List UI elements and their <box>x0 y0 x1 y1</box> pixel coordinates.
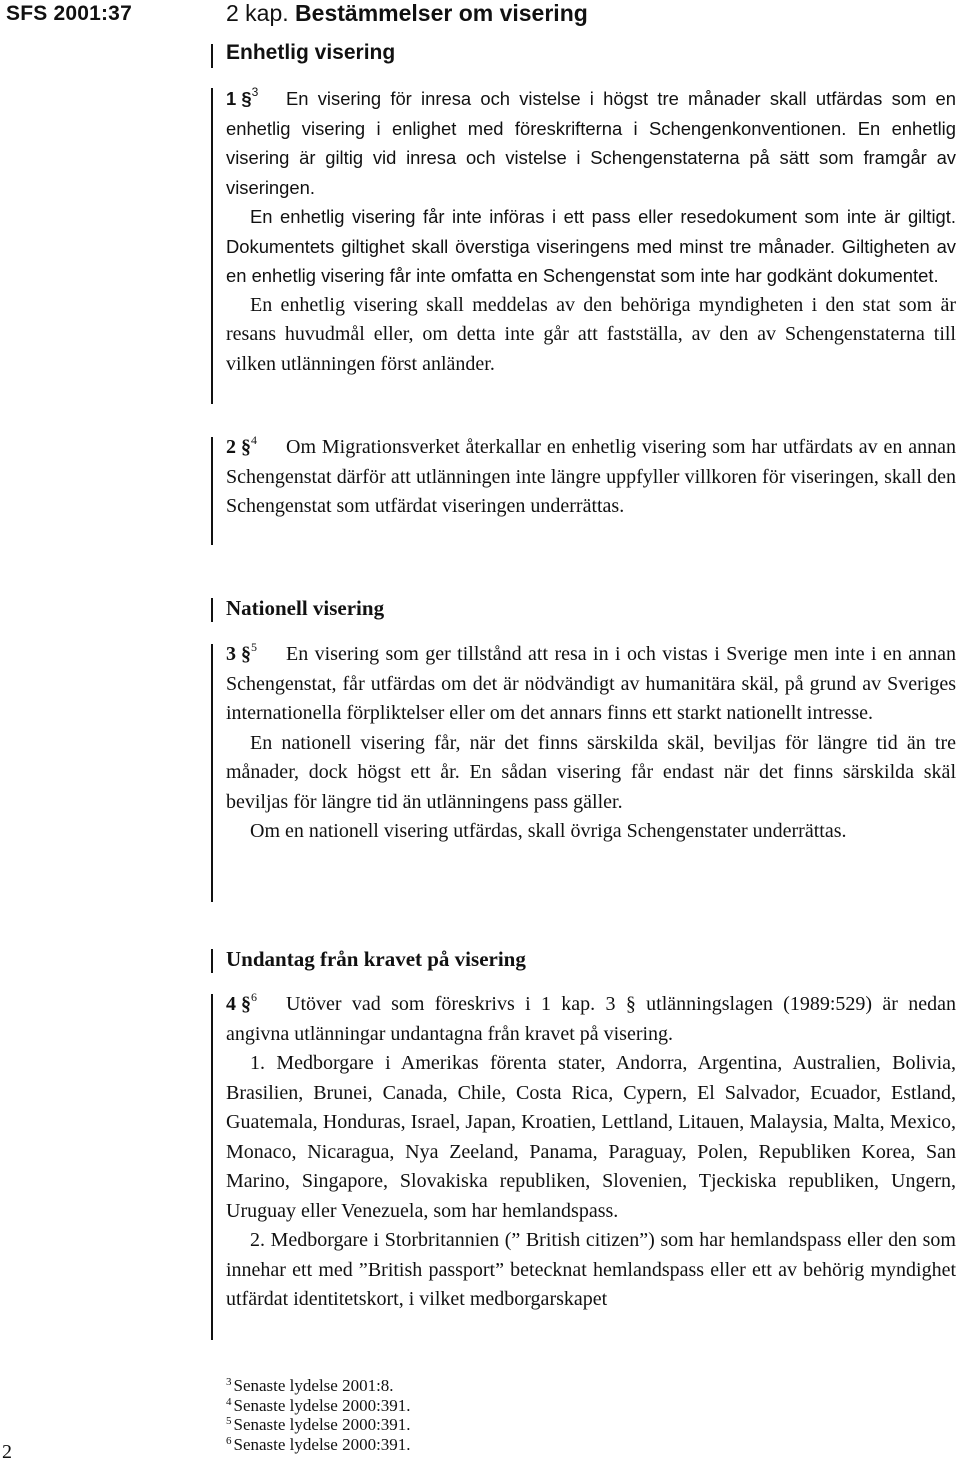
paragraph: Om en nationell visering utfärdas, skall övriga Schengenstater underrättas. <box>250 820 847 842</box>
section-3 <box>226 640 956 847</box>
footnote-ref: 4 <box>251 433 257 447</box>
change-bar <box>211 949 213 973</box>
sfs-number: SFS 2001:37 <box>6 2 132 25</box>
section-4 <box>226 990 956 1315</box>
footnote: $^5$ Senaste lydelse 2000:391. <box>226 1415 411 1434</box>
footnotes <box>226 1376 411 1454</box>
page-number: 2 <box>2 1441 12 1463</box>
paragraph: 3 §$^5$ En visering som ger tillstånd att resa in i och vistas i Sverige men inte i en annan Schengenstat, får utfärdas om det är nödvändigt av humanitära skäl, på grund av Sveriges internationella förpliktelser eller om det annars finns ett starkt nationellt intresse. <box>226 640 956 724</box>
footnote-ref: 3 <box>251 85 259 99</box>
paragraph: 1. Medborgare i Amerikas förenta stater, Andorra, Argentina, Australien, Bolivia, Brasilien, Brunei, Canada, Chile, Costa Rica, Cypern, El Salvador, Ecuador, Estland, Guatemala, Honduras, Israel, Japan, Kroatien, Lettland, Litauen, Malaysia, Malta, Mexico, Monaco, Nicaragua, Nya Zeeland, Panama, Paraguay, Polen, Republiken Korea, San Marino, Singapore, Slovakiska republiken, Slovenien, Tjeckiska republiken, Ungern, Uruguay eller Venezuela, som har hemlandspass. <box>226 1052 956 1222</box>
section-heading-undantag: Undantag från kravet på visering <box>226 947 526 971</box>
paragraph: 2. Medborgare i Storbritannien (” British citizen”) som har hemlandspass eller den som innehar ett med ”British passport” betecknat hemlandspass eller ett av behörig myndighet utfärdat identitetskort, i vilket medborgarskapet <box>226 1229 956 1310</box>
section-heading-enhetlig: Enhetlig visering <box>226 41 396 64</box>
chapter-number: 2 kap. <box>226 0 289 26</box>
section-1 <box>226 84 956 379</box>
paragraph: En enhetlig visering skall meddelas av den behöriga myndigheten i den stat som är resans huvudmål eller, om detta inte går att fastställa, av den av Schengenstaterna till vilken utlänningen först anländer. <box>226 293 956 375</box>
section-2 <box>226 433 956 522</box>
change-bar <box>211 994 213 1340</box>
change-bar <box>211 88 213 404</box>
section-number: 4 §$^6$ <box>226 990 257 1015</box>
change-bar <box>211 437 213 545</box>
paragraph: En enhetlig visering får inte införas i ett pass eller resedokument som inte är giltigt. Dokumentets giltighet skall överstiga viseringens med minst tre månader. Giltigheten av en enhetlig visering får inte omfatta en Schengenstat som inte har godkänt dokumentet. <box>226 206 956 286</box>
section-number: 2 §$^4$ <box>226 433 257 458</box>
paragraph: En nationell visering får, när det finns särskilda skäl, beviljas för längre tid än tre månader, dock högst ett år. En sådan visering får endast när det finns särskilda skäl beviljas för längre tid än utlänningens pass gäller. <box>226 731 956 813</box>
paragraph: 1 §$^3$ En visering för inresa och vistelse i högst tre månader skall utfärdas som en enhetlig visering i enlighet med föreskrifterna i Schengenkonventionen. En enhetlig visering är giltig vid inresa och vistelse i Schengenstaterna på sätt som framgår av viseringen. <box>226 85 956 198</box>
footnote: $^4$ Senaste lydelse 2000:391. <box>226 1395 411 1415</box>
footnote: $^6$ Senaste lydelse 2000:391. <box>226 1434 411 1454</box>
section-number: 1 §$^3$ <box>226 85 259 109</box>
change-bar <box>211 598 213 622</box>
change-bar <box>211 44 213 68</box>
section-heading-nationell: Nationell visering <box>226 596 385 620</box>
footnote: $^3$ Senaste lydelse 2001:8. <box>226 1376 394 1395</box>
paragraph: 4 §$^6$ Utöver vad som föreskrivs i 1 kap. 3 § utlänningslagen (1989:529) är nedan angivna utlänningar undantagna från kravet på visering. <box>226 990 956 1045</box>
footnote-ref: 6 <box>251 990 257 1004</box>
chapter-heading <box>226 0 588 27</box>
chapter-title: Bestämmelser om visering <box>295 0 588 26</box>
footnote-ref: 5 <box>251 640 257 654</box>
section-number: 3 §$^5$ <box>226 640 257 665</box>
change-bar <box>211 644 213 902</box>
paragraph: 2 §$^4$ Om Migrationsverket återkallar en enhetlig visering som har utfärdats av en annan Schengenstat därför att utlänningen inte längre uppfyller villkoren för viseringen, skall den Schengenstat som utfärdat viseringen underrättas. <box>226 433 956 517</box>
